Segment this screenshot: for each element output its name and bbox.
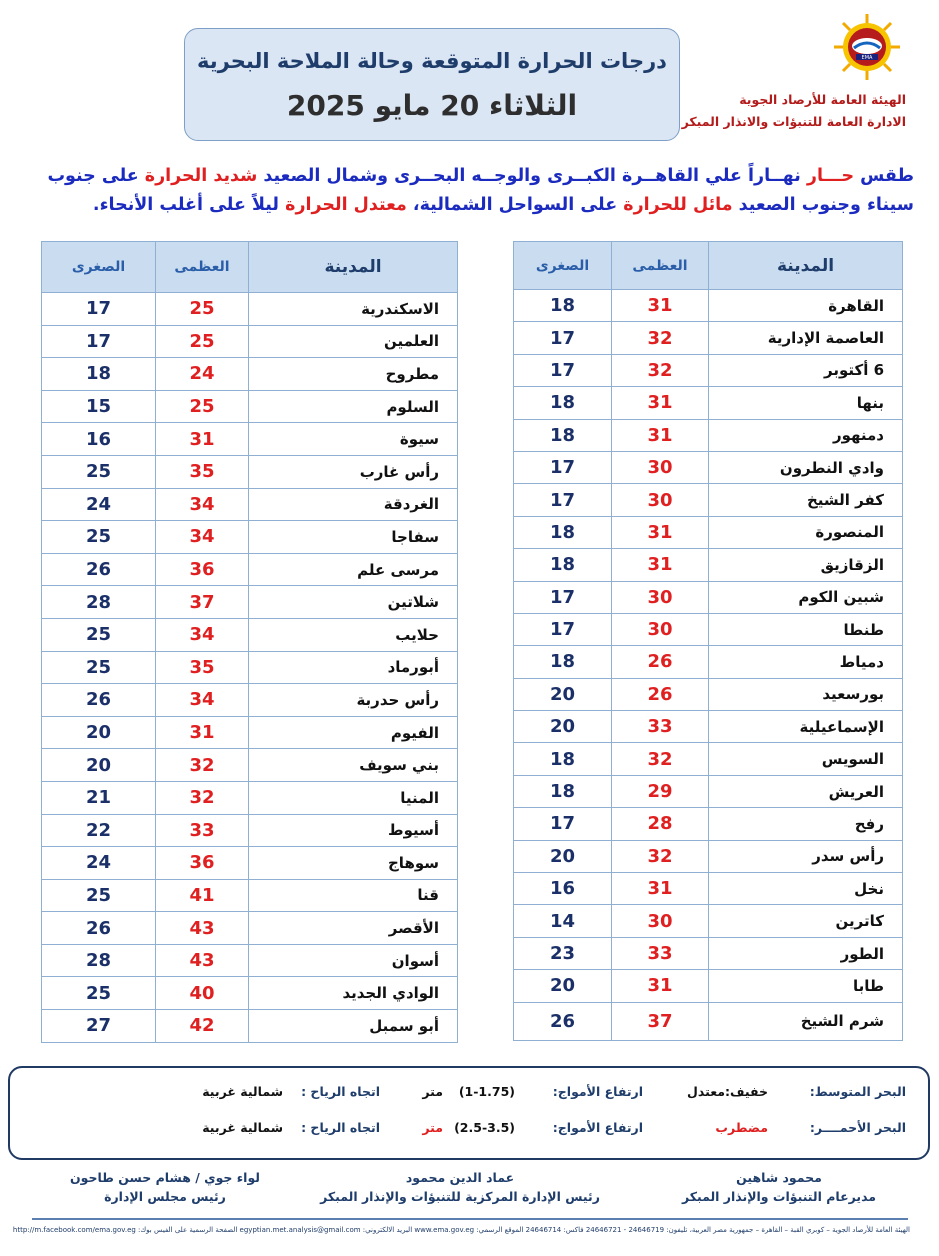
org-department: الادارة العامة للتنبؤات والانذار المبكر	[681, 114, 906, 129]
cell-min: 25	[42, 618, 156, 651]
cell-city: الغردقة	[249, 488, 458, 521]
cell-max: 30	[612, 905, 709, 937]
summary-highlight: حـــار	[806, 166, 855, 186]
signature-central-director	[300, 1170, 620, 1204]
table-row	[514, 613, 903, 645]
cell-max: 32	[156, 781, 249, 814]
signature-name: لواء جوي / هشام حسن طاحون	[69, 1170, 261, 1185]
table-row	[514, 451, 903, 483]
cell-max: 37	[612, 1002, 709, 1040]
table-row	[42, 944, 458, 977]
table-row	[514, 775, 903, 807]
table-row	[514, 905, 903, 937]
cell-min: 18	[514, 646, 612, 678]
summary-part: نهــاراً علي القاهــرة الكبــرى والوجــه البحــرى وشمال الصعيد	[257, 166, 807, 186]
cell-max: 31	[156, 423, 249, 456]
cell-min: 25	[42, 879, 156, 912]
cell-max: 25	[156, 293, 249, 326]
summary-part: طقس	[854, 166, 914, 186]
cell-min: 26	[42, 912, 156, 945]
cell-max: 24	[156, 358, 249, 391]
cell-max: 32	[156, 749, 249, 782]
cell-city: شلاتين	[249, 586, 458, 619]
signature-title: رئيس الإدارة المركزية للتنبؤات والإنذار المبكر	[320, 1189, 600, 1204]
signature-chairman	[40, 1170, 290, 1204]
cell-min: 17	[514, 581, 612, 613]
cell-min: 28	[42, 944, 156, 977]
cell-min: 28	[42, 586, 156, 619]
table-row	[514, 970, 903, 1002]
signature-name: عماد الدين محمود	[405, 1170, 515, 1185]
cell-min: 25	[42, 651, 156, 684]
cell-city: رأس سدر	[709, 840, 903, 872]
sea-state-panel	[8, 1066, 930, 1160]
cell-max: 30	[612, 613, 709, 645]
cell-city: طنطا	[709, 613, 903, 645]
table-row	[514, 840, 903, 872]
column-header-city: المدينة	[709, 242, 903, 290]
table-row	[514, 678, 903, 710]
cell-min: 18	[514, 516, 612, 548]
table-row	[42, 814, 458, 847]
cell-city: بنها	[709, 387, 903, 419]
cell-city: الإسماعيلية	[709, 711, 903, 743]
cell-max: 42	[156, 1010, 249, 1043]
cell-city: العريش	[709, 775, 903, 807]
cell-max: 31	[612, 873, 709, 905]
cell-city: الطور	[709, 937, 903, 969]
cell-city: السلوم	[249, 390, 458, 423]
cell-city: وادي النطرون	[709, 451, 903, 483]
column-header-max: العظمى	[612, 242, 709, 290]
footer-divider	[32, 1218, 908, 1220]
cell-city: الوادي الجديد	[249, 977, 458, 1010]
cell-min: 24	[42, 847, 156, 880]
cell-max: 32	[612, 840, 709, 872]
table-row	[42, 521, 458, 554]
column-header-min: الصغرى	[514, 242, 612, 290]
table-row	[514, 290, 903, 322]
cell-city: نخل	[709, 873, 903, 905]
cell-max: 33	[612, 937, 709, 969]
red-wind-direction: شمالية غربية	[202, 1120, 283, 1135]
table-row	[514, 808, 903, 840]
cell-max: 40	[156, 977, 249, 1010]
org-name: الهيئة العامة للأرصاد الجوية	[739, 92, 906, 107]
table-row	[42, 325, 458, 358]
cell-min: 16	[514, 873, 612, 905]
right-temperature-table	[513, 241, 903, 1041]
cell-min: 17	[514, 354, 612, 386]
table-row	[514, 419, 903, 451]
cell-min: 20	[514, 711, 612, 743]
cell-max: 34	[156, 618, 249, 651]
forecast-date: الثلاثاء 20 مايو 2025	[286, 89, 578, 122]
med-waves-unit: متر	[422, 1084, 443, 1099]
cell-city: سوهاج	[249, 847, 458, 880]
cell-max: 43	[156, 944, 249, 977]
cell-city: طابا	[709, 970, 903, 1002]
cell-max: 31	[156, 716, 249, 749]
cell-city: الفيوم	[249, 716, 458, 749]
table-row	[42, 749, 458, 782]
cell-min: 25	[42, 455, 156, 488]
left-temperature-table	[41, 241, 458, 1043]
cell-max: 28	[612, 808, 709, 840]
summary-part: على السواحل الشمالية،	[406, 195, 624, 215]
signature-name: محمود شاهين	[736, 1170, 822, 1185]
cell-max: 34	[156, 684, 249, 717]
cell-max: 37	[156, 586, 249, 619]
cell-min: 18	[514, 387, 612, 419]
table-row	[42, 977, 458, 1010]
cell-min: 24	[42, 488, 156, 521]
cell-min: 20	[42, 716, 156, 749]
table-row	[514, 387, 903, 419]
cell-city: المنيا	[249, 781, 458, 814]
cell-max: 34	[156, 488, 249, 521]
cell-max: 31	[612, 419, 709, 451]
cell-min: 25	[42, 977, 156, 1010]
footer-contact: الهيئة العامة للأرصاد الجوية – كوبري القبة – القاهرة – جمهورية مصر العربية، تليفون: 24646719 - 24646721 فاكس: 24646714 الموقع الرسمي: www.ema.gov.eg البريد الالكتروني: egyptian.met.analysis@gmail.com الصفحة الرسمية على الفيس بوك: http://m.facebook.com/ema.gov.eg	[12, 1226, 910, 1234]
cell-min: 20	[514, 678, 612, 710]
signature-title: مديرعام التنبؤات والإنذار المبكر	[681, 1189, 877, 1204]
cell-min: 26	[42, 684, 156, 717]
cell-max: 26	[612, 646, 709, 678]
cell-city: سيوة	[249, 423, 458, 456]
cell-min: 17	[42, 293, 156, 326]
page-title: درجات الحرارة المتوقعة وحالة الملاحة البحرية	[197, 49, 667, 73]
table-row	[42, 1010, 458, 1043]
cell-min: 23	[514, 937, 612, 969]
cell-min: 18	[514, 290, 612, 322]
signature-forecast-director	[649, 1170, 909, 1204]
cell-city: حلايب	[249, 618, 458, 651]
cell-min: 18	[514, 549, 612, 581]
med-sea-state: خفيف:معتدل	[687, 1084, 768, 1099]
cell-city: دمنهور	[709, 419, 903, 451]
cell-city: الاسكندرية	[249, 293, 458, 326]
cell-city: 6 أكتوبر	[709, 354, 903, 386]
cell-city: شرم الشيخ	[709, 1002, 903, 1040]
cell-city: القاهرة	[709, 290, 903, 322]
cell-min: 18	[514, 743, 612, 775]
cell-max: 31	[612, 290, 709, 322]
red-waves-label: ارتفاع الأمواج:	[552, 1120, 643, 1135]
cell-city: أسيوط	[249, 814, 458, 847]
cell-city: بني سويف	[249, 749, 458, 782]
cell-city: المنصورة	[709, 516, 903, 548]
cell-min: 18	[514, 775, 612, 807]
table-row	[514, 549, 903, 581]
table-row	[514, 1002, 903, 1040]
med-waves-label: ارتفاع الأمواج:	[552, 1084, 643, 1099]
med-wind-direction: شمالية غربية	[202, 1084, 283, 1099]
cell-city: العلمين	[249, 325, 458, 358]
cell-city: أسوان	[249, 944, 458, 977]
table-row	[42, 684, 458, 717]
med-wind-label: اتجاه الرياح :	[301, 1084, 380, 1099]
cell-min: 17	[514, 613, 612, 645]
summary-highlight: معتدل الحرارة	[285, 195, 407, 215]
column-header-max: العظمى	[156, 242, 249, 293]
cell-max: 30	[612, 451, 709, 483]
cell-min: 16	[42, 423, 156, 456]
cell-max: 35	[156, 455, 249, 488]
table-row	[514, 646, 903, 678]
cell-max: 36	[156, 553, 249, 586]
cell-max: 32	[612, 322, 709, 354]
cell-city: كاترين	[709, 905, 903, 937]
table-row	[42, 553, 458, 586]
table-row	[514, 873, 903, 905]
cell-min: 20	[42, 749, 156, 782]
table-row	[514, 581, 903, 613]
cell-min: 20	[514, 840, 612, 872]
med-waves-value: (1-1.75)	[458, 1084, 515, 1099]
cell-max: 31	[612, 549, 709, 581]
cell-city: أبو سمبل	[249, 1010, 458, 1043]
cell-city: مطروح	[249, 358, 458, 391]
cell-city: رفح	[709, 808, 903, 840]
cell-city: أبورماد	[249, 651, 458, 684]
ema-logo-icon	[832, 12, 902, 82]
cell-min: 20	[514, 970, 612, 1002]
cell-max: 31	[612, 387, 709, 419]
cell-max: 25	[156, 390, 249, 423]
cell-city: شبين الكوم	[709, 581, 903, 613]
cell-city: رأس غارب	[249, 455, 458, 488]
cell-max: 29	[612, 775, 709, 807]
column-header-city: المدينة	[249, 242, 458, 293]
med-sea-label: البحر المتوسط:	[809, 1084, 906, 1099]
svg-text:EMA: EMA	[861, 55, 873, 61]
table-row	[514, 484, 903, 516]
table-row	[42, 618, 458, 651]
cell-max: 30	[612, 581, 709, 613]
cell-min: 17	[514, 451, 612, 483]
cell-max: 36	[156, 847, 249, 880]
cell-city: العاصمة الإدارية	[709, 322, 903, 354]
table-row	[42, 716, 458, 749]
cell-city: قنا	[249, 879, 458, 912]
cell-min: 18	[514, 419, 612, 451]
cell-min: 14	[514, 905, 612, 937]
red-waves-unit: متر	[422, 1120, 443, 1135]
red-sea-state: مضطرب	[715, 1120, 768, 1135]
cell-max: 34	[156, 521, 249, 554]
table-row	[42, 879, 458, 912]
cell-max: 26	[612, 678, 709, 710]
cell-city: رأس حدربة	[249, 684, 458, 717]
cell-max: 31	[612, 970, 709, 1002]
summary-highlight: مائل للحرارة	[623, 195, 733, 215]
table-row	[42, 423, 458, 456]
table-row	[42, 488, 458, 521]
cell-max: 33	[156, 814, 249, 847]
cell-city: دمياط	[709, 646, 903, 678]
table-row	[42, 293, 458, 326]
table-row	[514, 937, 903, 969]
table-row	[42, 781, 458, 814]
summary-part: ليلاً على أغلب الأنحاء.	[92, 195, 286, 215]
cell-city: الأقصر	[249, 912, 458, 945]
cell-min: 17	[42, 325, 156, 358]
cell-min: 17	[514, 322, 612, 354]
table-row	[514, 711, 903, 743]
weather-summary	[12, 162, 914, 220]
cell-city: السويس	[709, 743, 903, 775]
cell-min: 15	[42, 390, 156, 423]
cell-city: بورسعيد	[709, 678, 903, 710]
table-row	[42, 586, 458, 619]
cell-min: 22	[42, 814, 156, 847]
cell-max: 35	[156, 651, 249, 684]
column-header-min: الصغرى	[42, 242, 156, 293]
red-wind-label: اتجاه الرياح :	[301, 1120, 380, 1135]
table-row	[42, 651, 458, 684]
cell-min: 17	[514, 484, 612, 516]
cell-max: 43	[156, 912, 249, 945]
red-waves-value: (2.5-3.5)	[454, 1120, 515, 1135]
cell-min: 25	[42, 521, 156, 554]
cell-max: 32	[612, 743, 709, 775]
cell-max: 30	[612, 484, 709, 516]
cell-min: 17	[514, 808, 612, 840]
cell-max: 33	[612, 711, 709, 743]
red-sea-label: البحر الأحمــــر:	[809, 1120, 906, 1135]
table-row	[42, 912, 458, 945]
summary-part: على جنوب سيناء وجنوب الصعيد	[47, 166, 914, 215]
table-row	[42, 390, 458, 423]
table-row	[514, 743, 903, 775]
table-row	[42, 358, 458, 391]
signature-title: رئيس مجلس الإدارة	[104, 1189, 226, 1204]
title-box	[184, 28, 680, 141]
table-row	[514, 516, 903, 548]
cell-max: 31	[612, 516, 709, 548]
cell-min: 21	[42, 781, 156, 814]
summary-highlight: شديد الحرارة	[144, 166, 258, 186]
cell-max: 32	[612, 354, 709, 386]
table-row	[514, 322, 903, 354]
cell-min: 27	[42, 1010, 156, 1043]
cell-city: كفر الشيخ	[709, 484, 903, 516]
cell-max: 25	[156, 325, 249, 358]
cell-city: مرسى علم	[249, 553, 458, 586]
cell-city: الزقازيق	[709, 549, 903, 581]
cell-min: 26	[42, 553, 156, 586]
table-row	[42, 455, 458, 488]
table-row	[514, 354, 903, 386]
cell-max: 41	[156, 879, 249, 912]
cell-min: 18	[42, 358, 156, 391]
cell-min: 26	[514, 1002, 612, 1040]
cell-city: سفاجا	[249, 521, 458, 554]
table-row	[42, 847, 458, 880]
